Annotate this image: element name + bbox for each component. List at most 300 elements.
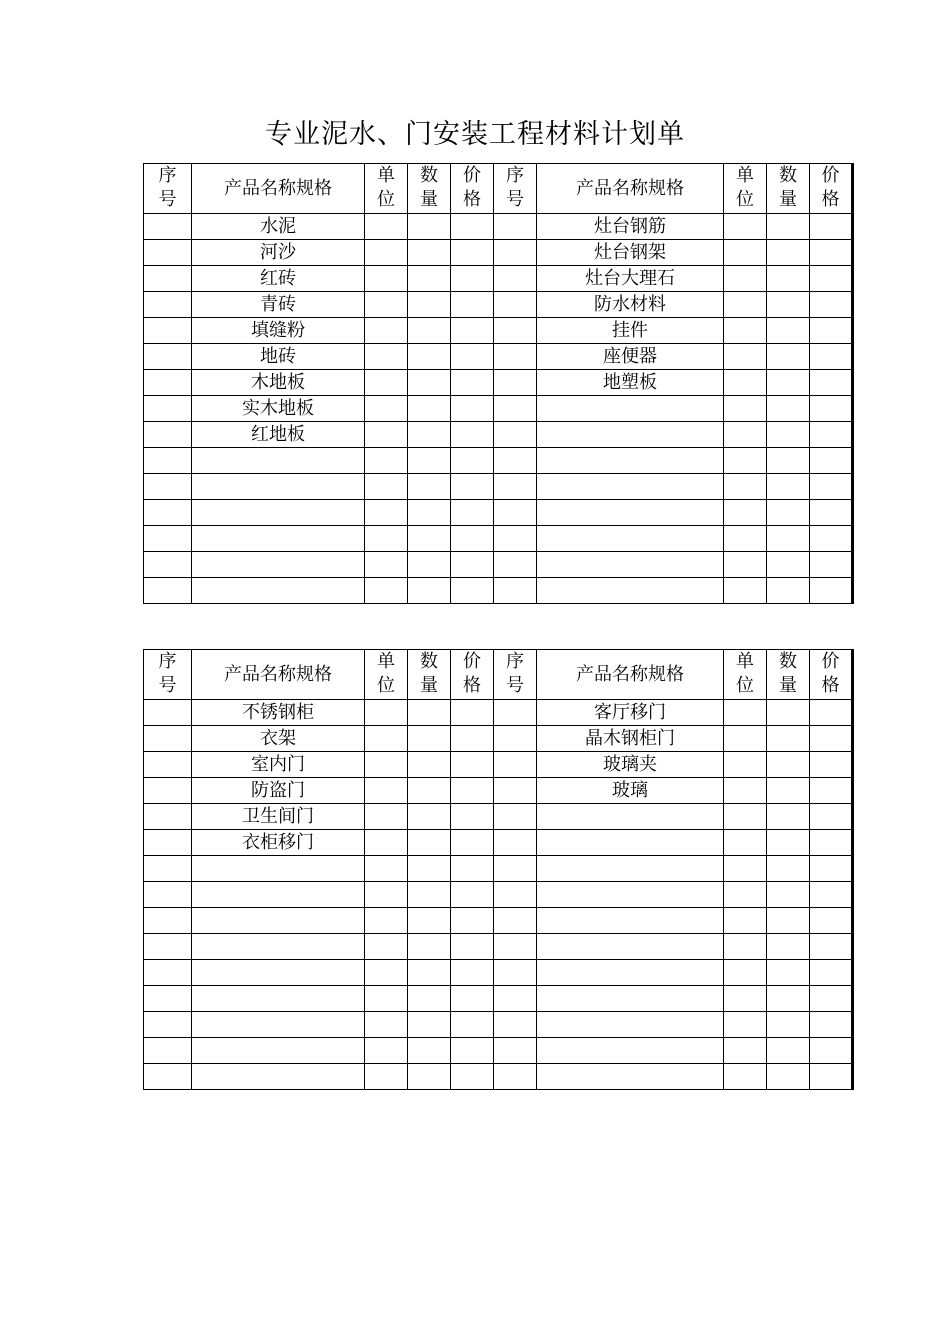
seq-cell — [494, 500, 537, 526]
qty-cell — [408, 552, 451, 578]
item-name-left — [192, 526, 365, 552]
qty-cell — [767, 804, 810, 830]
unit-cell — [365, 1038, 408, 1064]
qty-cell — [408, 804, 451, 830]
qty-cell — [767, 266, 810, 292]
unit-cell — [365, 396, 408, 422]
price-cell — [810, 292, 853, 318]
item-name-left — [192, 1012, 365, 1038]
qty-cell — [767, 422, 810, 448]
unit-cell — [365, 422, 408, 448]
item-name-right — [537, 422, 724, 448]
qty-cell — [408, 370, 451, 396]
unit-cell — [724, 370, 767, 396]
item-name-right: 灶台钢筋 — [537, 214, 724, 240]
unit-cell — [365, 344, 408, 370]
price-cell — [810, 448, 853, 474]
price-cell — [810, 1064, 853, 1090]
item-name-right: 灶台钢架 — [537, 240, 724, 266]
item-name-left — [192, 1064, 365, 1090]
table-row — [144, 500, 853, 526]
item-name-right — [537, 526, 724, 552]
item-name-right — [537, 986, 724, 1012]
qty-cell — [408, 526, 451, 552]
price-cell — [810, 882, 853, 908]
seq-cell — [144, 370, 192, 396]
item-name-right: 玻璃 — [537, 778, 724, 804]
header-name: 产品名称规格 — [537, 650, 724, 700]
item-name-right: 玻璃夹 — [537, 752, 724, 778]
item-name-right — [537, 882, 724, 908]
seq-cell — [144, 448, 192, 474]
unit-cell — [365, 240, 408, 266]
price-cell — [810, 578, 853, 604]
unit-cell — [724, 960, 767, 986]
header-seq: 序 号 — [144, 164, 192, 214]
qty-cell — [408, 778, 451, 804]
unit-cell — [724, 986, 767, 1012]
seq-cell — [144, 934, 192, 960]
price-cell — [810, 370, 853, 396]
unit-cell — [365, 726, 408, 752]
unit-cell — [365, 1012, 408, 1038]
qty-cell — [408, 830, 451, 856]
qty-cell — [767, 908, 810, 934]
qty-cell — [767, 526, 810, 552]
unit-cell — [724, 934, 767, 960]
header-unit: 单 位 — [365, 164, 408, 214]
seq-cell — [144, 726, 192, 752]
price-cell — [451, 856, 494, 882]
seq-cell — [144, 752, 192, 778]
qty-cell — [408, 934, 451, 960]
header-qty: 数 量 — [767, 164, 810, 214]
header-unit: 单 位 — [724, 650, 767, 700]
item-name-left: 地砖 — [192, 344, 365, 370]
item-name-left: 木地板 — [192, 370, 365, 396]
seq-cell — [144, 578, 192, 604]
unit-cell — [724, 1012, 767, 1038]
item-name-right — [537, 1038, 724, 1064]
header-seq: 序 号 — [494, 650, 537, 700]
item-name-left — [192, 474, 365, 500]
header-seq: 序 号 — [494, 164, 537, 214]
table-row — [144, 318, 853, 344]
unit-cell — [724, 396, 767, 422]
table-row — [144, 856, 853, 882]
qty-cell — [408, 240, 451, 266]
seq-cell — [494, 986, 537, 1012]
item-name-right: 防水材料 — [537, 292, 724, 318]
price-cell — [451, 474, 494, 500]
price-cell — [451, 500, 494, 526]
header-name: 产品名称规格 — [537, 164, 724, 214]
item-name-right — [537, 1064, 724, 1090]
price-cell — [451, 552, 494, 578]
unit-cell — [724, 882, 767, 908]
unit-cell — [365, 292, 408, 318]
seq-cell — [144, 1012, 192, 1038]
price-cell — [451, 908, 494, 934]
page-title: 专业泥水、门安装工程材料计划单 — [265, 119, 685, 150]
unit-cell — [365, 700, 408, 726]
item-name-left: 河沙 — [192, 240, 365, 266]
unit-cell — [724, 908, 767, 934]
seq-cell — [494, 856, 537, 882]
seq-cell — [144, 344, 192, 370]
unit-cell — [365, 778, 408, 804]
item-name-left — [192, 552, 365, 578]
seq-cell — [494, 214, 537, 240]
seq-cell — [144, 474, 192, 500]
price-cell — [810, 726, 853, 752]
table-row — [144, 240, 853, 266]
table-row — [144, 1064, 853, 1090]
qty-cell — [767, 830, 810, 856]
price-cell — [451, 240, 494, 266]
qty-cell — [408, 960, 451, 986]
item-name-left — [192, 934, 365, 960]
unit-cell — [724, 526, 767, 552]
item-name-right — [537, 830, 724, 856]
item-name-left: 填缝粉 — [192, 318, 365, 344]
qty-cell — [767, 240, 810, 266]
unit-cell — [365, 370, 408, 396]
materials-table-1 — [143, 163, 854, 604]
qty-cell — [408, 726, 451, 752]
price-cell — [810, 240, 853, 266]
unit-cell — [724, 292, 767, 318]
qty-cell — [408, 448, 451, 474]
seq-cell — [494, 726, 537, 752]
price-cell — [810, 266, 853, 292]
header-name: 产品名称规格 — [192, 164, 365, 214]
unit-cell — [724, 344, 767, 370]
price-cell — [810, 396, 853, 422]
header-qty: 数 量 — [767, 650, 810, 700]
price-cell — [451, 778, 494, 804]
table-row — [144, 830, 853, 856]
item-name-right — [537, 908, 724, 934]
unit-cell — [724, 474, 767, 500]
qty-cell — [767, 1038, 810, 1064]
qty-cell — [767, 1012, 810, 1038]
seq-cell — [144, 830, 192, 856]
table-row — [144, 578, 853, 604]
price-cell — [451, 344, 494, 370]
price-cell — [451, 1064, 494, 1090]
seq-cell — [144, 266, 192, 292]
seq-cell — [144, 500, 192, 526]
seq-cell — [144, 804, 192, 830]
price-cell — [451, 396, 494, 422]
price-cell — [451, 1038, 494, 1064]
unit-cell — [365, 752, 408, 778]
seq-cell — [144, 396, 192, 422]
price-cell — [810, 318, 853, 344]
unit-cell — [365, 986, 408, 1012]
price-cell — [810, 752, 853, 778]
unit-cell — [724, 778, 767, 804]
qty-cell — [408, 1064, 451, 1090]
seq-cell — [494, 578, 537, 604]
price-cell — [451, 370, 494, 396]
qty-cell — [408, 474, 451, 500]
qty-cell — [408, 500, 451, 526]
table-row — [144, 292, 853, 318]
table-row — [144, 908, 853, 934]
item-name-right: 地塑板 — [537, 370, 724, 396]
item-name-left: 卫生间门 — [192, 804, 365, 830]
seq-cell — [144, 986, 192, 1012]
price-cell — [451, 882, 494, 908]
price-cell — [810, 422, 853, 448]
seq-cell — [144, 700, 192, 726]
qty-cell — [408, 578, 451, 604]
unit-cell — [724, 1038, 767, 1064]
price-cell — [810, 1038, 853, 1064]
header-price: 价 格 — [810, 164, 853, 214]
header-price: 价 格 — [451, 650, 494, 700]
table-header-row — [144, 650, 853, 700]
seq-cell — [144, 318, 192, 344]
unit-cell — [724, 804, 767, 830]
item-name-right — [537, 804, 724, 830]
qty-cell — [767, 700, 810, 726]
seq-cell — [494, 240, 537, 266]
seq-cell — [144, 526, 192, 552]
unit-cell — [724, 1064, 767, 1090]
seq-cell — [494, 1038, 537, 1064]
item-name-left — [192, 960, 365, 986]
item-name-left: 实木地板 — [192, 396, 365, 422]
qty-cell — [408, 908, 451, 934]
price-cell — [810, 804, 853, 830]
price-cell — [451, 752, 494, 778]
table-row — [144, 396, 853, 422]
price-cell — [810, 830, 853, 856]
seq-cell — [494, 882, 537, 908]
qty-cell — [767, 500, 810, 526]
unit-cell — [365, 1064, 408, 1090]
price-cell — [451, 448, 494, 474]
qty-cell — [767, 396, 810, 422]
unit-cell — [365, 526, 408, 552]
price-cell — [451, 726, 494, 752]
seq-cell — [144, 960, 192, 986]
seq-cell — [494, 448, 537, 474]
price-cell — [810, 960, 853, 986]
price-cell — [810, 778, 853, 804]
item-name-left: 红地板 — [192, 422, 365, 448]
price-cell — [451, 804, 494, 830]
unit-cell — [365, 960, 408, 986]
seq-cell — [494, 908, 537, 934]
item-name-left: 防盗门 — [192, 778, 365, 804]
item-name-left: 水泥 — [192, 214, 365, 240]
item-name-left — [192, 986, 365, 1012]
price-cell — [810, 700, 853, 726]
price-cell — [451, 700, 494, 726]
item-name-right — [537, 1012, 724, 1038]
item-name-left: 红砖 — [192, 266, 365, 292]
unit-cell — [365, 830, 408, 856]
price-cell — [451, 960, 494, 986]
table-row — [144, 804, 853, 830]
item-name-right: 座便器 — [537, 344, 724, 370]
seq-cell — [494, 700, 537, 726]
table-row — [144, 552, 853, 578]
table-row — [144, 960, 853, 986]
qty-cell — [767, 318, 810, 344]
unit-cell — [365, 908, 408, 934]
unit-cell — [365, 448, 408, 474]
price-cell — [810, 344, 853, 370]
table-row — [144, 778, 853, 804]
seq-cell — [494, 934, 537, 960]
seq-cell — [494, 1064, 537, 1090]
unit-cell — [724, 500, 767, 526]
table-row — [144, 266, 853, 292]
item-name-left — [192, 578, 365, 604]
qty-cell — [767, 370, 810, 396]
unit-cell — [724, 578, 767, 604]
qty-cell — [767, 882, 810, 908]
price-cell — [451, 526, 494, 552]
header-qty: 数 量 — [408, 164, 451, 214]
qty-cell — [408, 752, 451, 778]
seq-cell — [494, 552, 537, 578]
price-cell — [810, 526, 853, 552]
price-cell — [451, 986, 494, 1012]
seq-cell — [494, 318, 537, 344]
seq-cell — [144, 214, 192, 240]
unit-cell — [365, 214, 408, 240]
item-name-right — [537, 960, 724, 986]
seq-cell — [144, 778, 192, 804]
qty-cell — [767, 986, 810, 1012]
qty-cell — [767, 214, 810, 240]
unit-cell — [365, 804, 408, 830]
price-cell — [810, 474, 853, 500]
seq-cell — [494, 344, 537, 370]
item-name-right: 客厅移门 — [537, 700, 724, 726]
header-unit: 单 位 — [724, 164, 767, 214]
seq-cell — [144, 908, 192, 934]
item-name-right — [537, 856, 724, 882]
header-seq: 序 号 — [144, 650, 192, 700]
qty-cell — [767, 726, 810, 752]
qty-cell — [408, 700, 451, 726]
item-name-left — [192, 908, 365, 934]
item-name-left: 衣架 — [192, 726, 365, 752]
unit-cell — [365, 882, 408, 908]
unit-cell — [365, 474, 408, 500]
qty-cell — [767, 1064, 810, 1090]
qty-cell — [767, 578, 810, 604]
price-cell — [451, 934, 494, 960]
unit-cell — [724, 856, 767, 882]
unit-cell — [365, 578, 408, 604]
item-name-right: 挂件 — [537, 318, 724, 344]
item-name-right: 晶木钢柜门 — [537, 726, 724, 752]
price-cell — [810, 500, 853, 526]
qty-cell — [767, 752, 810, 778]
qty-cell — [767, 448, 810, 474]
qty-cell — [767, 960, 810, 986]
table-row — [144, 1038, 853, 1064]
seq-cell — [494, 752, 537, 778]
table-row — [144, 752, 853, 778]
seq-cell — [144, 856, 192, 882]
price-cell — [451, 422, 494, 448]
unit-cell — [724, 448, 767, 474]
table-row — [144, 882, 853, 908]
seq-cell — [494, 266, 537, 292]
header-price: 价 格 — [810, 650, 853, 700]
item-name-right — [537, 448, 724, 474]
price-cell — [810, 552, 853, 578]
item-name-left — [192, 882, 365, 908]
seq-cell — [494, 830, 537, 856]
table-row — [144, 526, 853, 552]
seq-cell — [144, 552, 192, 578]
unit-cell — [724, 266, 767, 292]
qty-cell — [767, 474, 810, 500]
unit-cell — [365, 856, 408, 882]
qty-cell — [408, 986, 451, 1012]
seq-cell — [494, 1012, 537, 1038]
table-row — [144, 726, 853, 752]
qty-cell — [408, 422, 451, 448]
price-cell — [810, 214, 853, 240]
seq-cell — [494, 474, 537, 500]
qty-cell — [408, 396, 451, 422]
unit-cell — [365, 500, 408, 526]
price-cell — [810, 986, 853, 1012]
table-header-row — [144, 164, 853, 214]
item-name-left — [192, 500, 365, 526]
seq-cell — [494, 292, 537, 318]
qty-cell — [408, 1038, 451, 1064]
item-name-left: 室内门 — [192, 752, 365, 778]
price-cell — [810, 908, 853, 934]
unit-cell — [724, 240, 767, 266]
unit-cell — [724, 422, 767, 448]
unit-cell — [724, 726, 767, 752]
item-name-right — [537, 474, 724, 500]
table-row — [144, 474, 853, 500]
item-name-left — [192, 448, 365, 474]
qty-cell — [767, 344, 810, 370]
seq-cell — [494, 778, 537, 804]
price-cell — [451, 214, 494, 240]
item-name-left: 不锈钢柜 — [192, 700, 365, 726]
qty-cell — [408, 1012, 451, 1038]
item-name-left: 衣柜移门 — [192, 830, 365, 856]
seq-cell — [144, 240, 192, 266]
price-cell — [451, 292, 494, 318]
seq-cell — [494, 960, 537, 986]
header-qty: 数 量 — [408, 650, 451, 700]
qty-cell — [767, 552, 810, 578]
item-name-right — [537, 552, 724, 578]
unit-cell — [724, 830, 767, 856]
table-row — [144, 422, 853, 448]
unit-cell — [724, 752, 767, 778]
price-cell — [451, 318, 494, 344]
item-name-right — [537, 396, 724, 422]
